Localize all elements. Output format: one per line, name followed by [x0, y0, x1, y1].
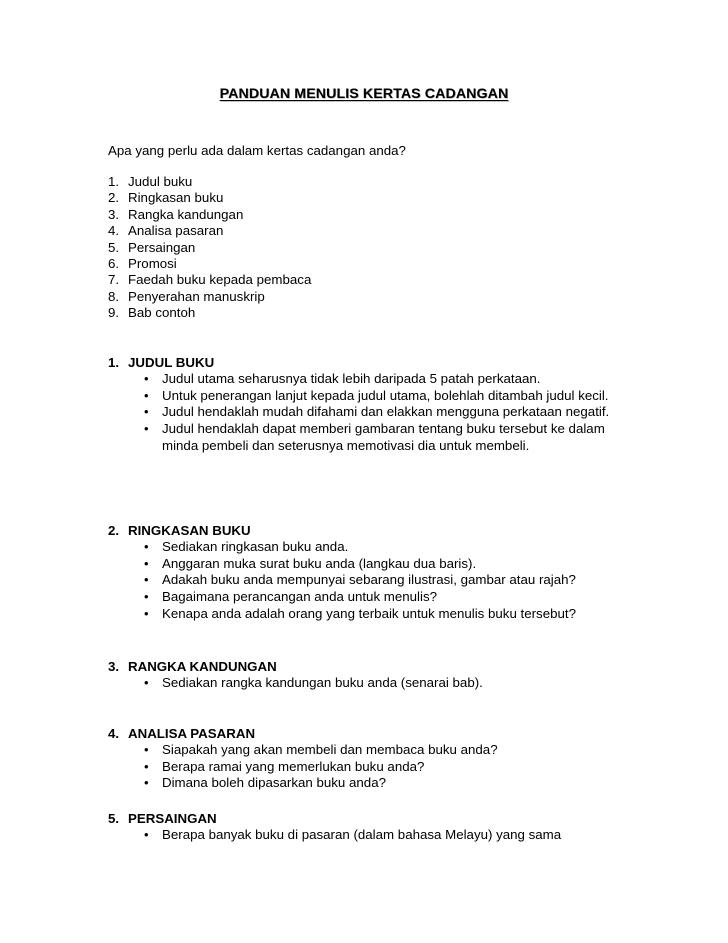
intro-question: Apa yang perlu ada dalam kertas cadangan anda?: [108, 143, 406, 158]
section-title: RANGKA KANDUNGAN: [128, 659, 277, 674]
bullet-item: [108, 675, 628, 692]
bullet-text: Kenapa anda adalah orang yang terbaik untuk menulis buku tersebut?: [162, 605, 576, 621]
bullet-text: Untuk penerangan lanjut kepada judul utama, bolehlah ditambah judul kecil.: [162, 387, 609, 403]
list-item: [108, 272, 311, 288]
list-number: 1.: [108, 174, 120, 189]
list-number: 8.: [108, 288, 120, 304]
bullet-icon: •: [144, 421, 149, 437]
bullet-item: [108, 589, 628, 606]
bullet-item: [108, 572, 628, 589]
list-text: Promosi: [128, 255, 177, 271]
bullet-icon: •: [144, 758, 149, 774]
list-item: [108, 240, 311, 256]
section-title: PERSAINGAN: [128, 811, 217, 826]
bullet-item: [108, 539, 628, 556]
list-text: Ringkasan buku: [128, 190, 224, 206]
list-number: 9.: [108, 305, 120, 321]
bullet-icon: •: [144, 404, 149, 420]
bullet-text: Judul hendaklah dapat memberi gambaran tentang buku tersebut ke dalam minda pembeli dan seterusnya memotivasi dia untuk membeli.: [162, 421, 605, 453]
list-number: 7.: [108, 272, 120, 288]
bullet-item: [108, 827, 628, 844]
section-heading: [108, 522, 628, 539]
section-number: 2.: [108, 523, 120, 538]
bullet-item: [108, 421, 628, 454]
section-persaingan: [108, 810, 628, 844]
section-number: 4.: [108, 726, 120, 741]
list-number: 2.: [108, 190, 120, 206]
list-text: Judul buku: [128, 174, 193, 189]
bullet-list: [108, 742, 628, 792]
bullet-item: [108, 742, 628, 759]
bullet-icon: •: [144, 387, 149, 403]
bullet-text: Sediakan rangka kandungan buku anda (senarai bab).: [162, 675, 483, 690]
list-number: 5.: [108, 239, 120, 255]
bullet-text: Siapakah yang akan membeli dan membaca buku anda?: [162, 742, 498, 757]
bullet-text: Adakah buku anda mempunyai sebarang ilustrasi, gambar atau rajah?: [162, 572, 576, 588]
section-title: RINGKASAN BUKU: [128, 523, 251, 538]
bullet-icon: •: [144, 675, 149, 690]
section-number: 1.: [108, 355, 120, 370]
bullet-list: [108, 539, 628, 623]
list-text: Persaingan: [128, 239, 196, 255]
bullet-icon: •: [144, 572, 149, 588]
section-analisa-pasaran: [108, 725, 628, 792]
list-item: [108, 223, 311, 239]
contents-list: [108, 174, 311, 322]
section-ringkasan-buku: [108, 522, 628, 623]
list-number: 3.: [108, 206, 120, 222]
section-heading: [108, 810, 628, 827]
bullet-list: [108, 675, 628, 692]
bullet-text: Bagaimana perancangan anda untuk menulis?: [162, 589, 438, 605]
list-text: Faedah buku kepada pembaca: [128, 272, 312, 288]
section-rangka-kandungan: [108, 658, 628, 692]
bullet-text: Berapa ramai yang memerlukan buku anda?: [162, 758, 425, 774]
bullet-list: [108, 371, 628, 455]
bullet-icon: •: [144, 371, 149, 386]
list-text: Bab contoh: [128, 305, 196, 321]
list-item: [108, 174, 311, 190]
bullet-text: Anggaran muka surat buku anda (langkau dua baris).: [162, 555, 477, 571]
bullet-item: [108, 371, 628, 388]
bullet-text: Berapa banyak buku di pasaran (dalam bahasa Melayu) yang sama: [162, 827, 562, 842]
document-title: PANDUAN MENULIS KERTAS CADANGAN: [219, 86, 509, 102]
bullet-icon: •: [144, 742, 149, 757]
section-judul-buku: [108, 354, 628, 455]
bullet-text: Dimana boleh dipasarkan buku anda?: [162, 775, 386, 791]
list-item: [108, 190, 311, 206]
section-heading: [108, 658, 628, 675]
bullet-icon: •: [144, 775, 149, 791]
bullet-list: [108, 827, 628, 844]
bullet-item: [108, 388, 628, 405]
section-title: ANALISA PASARAN: [128, 726, 256, 741]
bullet-item: [108, 556, 628, 573]
bullet-icon: •: [144, 555, 149, 571]
bullet-text: Sediakan ringkasan buku anda.: [162, 539, 349, 554]
list-item: [108, 305, 311, 321]
list-text: Rangka kandungan: [128, 206, 244, 222]
list-number: 6.: [108, 255, 120, 271]
list-item: [108, 289, 311, 305]
section-number: 5.: [108, 811, 120, 826]
bullet-item: [108, 404, 628, 421]
bullet-item: [108, 775, 628, 792]
list-text: Penyerahan manuskrip: [128, 288, 265, 304]
bullet-icon: •: [144, 827, 149, 842]
list-text: Analisa pasaran: [128, 223, 224, 239]
bullet-text: Judul utama seharusnya tidak lebih daripada 5 patah perkataan.: [162, 371, 541, 386]
section-number: 3.: [108, 659, 120, 674]
bullet-item: [108, 759, 628, 776]
bullet-icon: •: [144, 605, 149, 621]
bullet-icon: •: [144, 539, 149, 554]
section-heading: [108, 725, 628, 742]
list-item: [108, 256, 311, 272]
section-heading: [108, 354, 628, 371]
bullet-item: [108, 606, 628, 623]
list-number: 4.: [108, 223, 120, 239]
bullet-text: Judul hendaklah mudah difahami dan elakkan mengguna perkataan negatif.: [162, 404, 610, 420]
list-item: [108, 207, 311, 223]
section-title: JUDUL BUKU: [128, 355, 215, 370]
bullet-icon: •: [144, 589, 149, 605]
